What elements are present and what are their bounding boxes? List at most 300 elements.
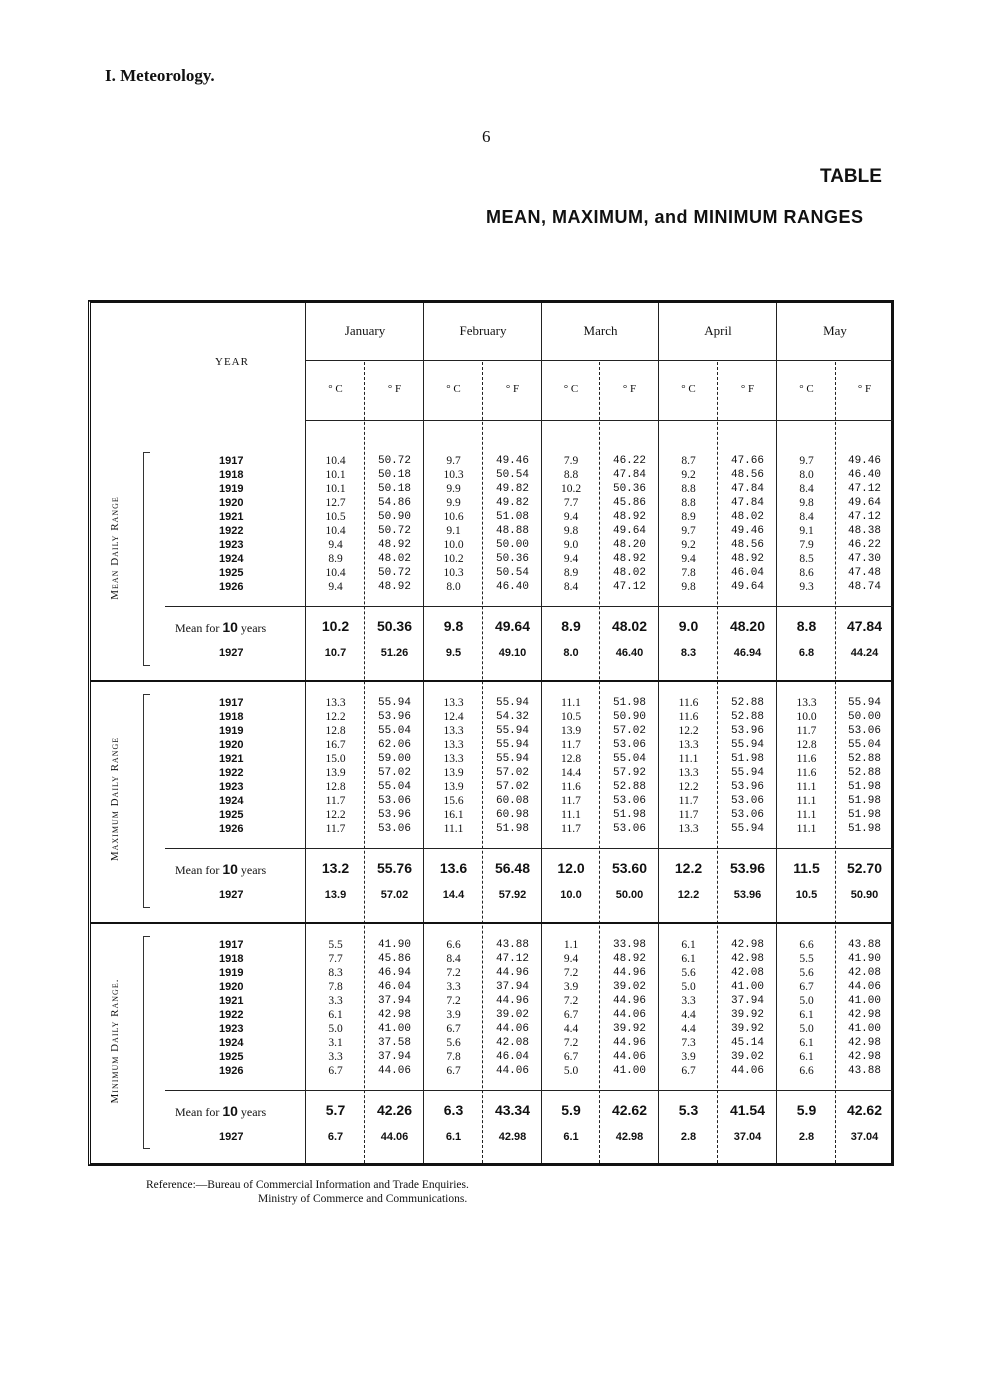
value-cell: 13.3 [443, 697, 464, 709]
value-cell: 51.98 [847, 823, 881, 835]
value-cell: 44.06 [730, 1065, 764, 1077]
value-cell: 50.72 [377, 567, 411, 579]
value-cell: 53.06 [377, 823, 411, 835]
value-cell: 8.8 [681, 497, 696, 509]
value-cell: 42.98 [730, 939, 764, 951]
value-cell: 6.7 [446, 1023, 461, 1035]
value-cell: 5.6 [799, 967, 814, 979]
section-brace [143, 694, 150, 908]
value-cell: 3.3 [328, 1051, 343, 1063]
value-cell: 6.7 [799, 981, 814, 993]
mean-rule [165, 1090, 893, 1091]
value-cell: 48.92 [377, 539, 411, 551]
value-cell: 50.18 [377, 483, 411, 495]
value-cell: 57.02 [377, 767, 411, 779]
value-cell: 13.3 [443, 725, 464, 737]
mean-value: 53.60 [611, 860, 648, 876]
value-cell: 57.02 [612, 725, 646, 737]
value-1927-cell: 13.9 [324, 889, 347, 901]
value-cell: 50.36 [495, 553, 529, 565]
value-cell: 12.2 [678, 781, 699, 793]
value-cell: 9.1 [446, 525, 461, 537]
value-cell: 5.0 [328, 1023, 343, 1035]
value-cell: 51.98 [847, 781, 881, 793]
value-cell: 44.06 [612, 1051, 646, 1063]
year-1927-cell: 1927 [219, 647, 244, 659]
value-cell: 10.4 [325, 525, 346, 537]
value-cell: 12.8 [796, 739, 817, 751]
value-cell: 57.92 [612, 767, 646, 779]
value-1927-cell: 44.24 [850, 647, 879, 659]
value-1927-cell: 6.1 [445, 1131, 462, 1143]
value-cell: 15.6 [443, 795, 464, 807]
value-cell: 47.84 [730, 483, 764, 495]
value-cell: 55.94 [730, 823, 764, 835]
value-cell: 9.2 [681, 539, 696, 551]
value-cell: 11.1 [796, 781, 817, 793]
mean-label-text: Mean for [175, 863, 223, 877]
value-cell: 6.7 [563, 1051, 579, 1063]
value-cell: 11.7 [325, 823, 346, 835]
mean-value: 42.62 [846, 1102, 883, 1118]
value-cell: 11.7 [325, 795, 346, 807]
value-cell: 3.1 [328, 1037, 343, 1049]
value-cell: 48.02 [612, 567, 646, 579]
year-cell: 1925 [219, 809, 244, 821]
value-cell: 39.92 [730, 1023, 764, 1035]
section-label: Mean Daily Range [109, 496, 121, 600]
mean-label-text: Mean for [175, 1105, 223, 1119]
value-cell: 39.92 [612, 1023, 646, 1035]
section-divider [91, 680, 893, 682]
header-bottom-rule [306, 420, 893, 421]
value-cell: 48.92 [612, 553, 646, 565]
value-cell: 9.1 [799, 525, 814, 537]
value-cell: 3.9 [681, 1051, 696, 1063]
value-cell: 5.0 [563, 1065, 579, 1077]
value-cell: 8.4 [563, 581, 579, 593]
value-cell: 9.4 [563, 553, 579, 565]
value-cell: 44.06 [495, 1065, 529, 1077]
reference-note [146, 1178, 469, 1206]
value-cell: 53.96 [377, 809, 411, 821]
value-cell: 6.1 [681, 953, 696, 965]
value-cell: 9.7 [446, 455, 461, 467]
value-cell: 7.2 [563, 1037, 579, 1049]
mean-value: 5.9 [796, 1102, 817, 1118]
value-cell: 15.0 [325, 753, 346, 765]
value-cell: 55.04 [612, 753, 646, 765]
value-cell: 8.7 [681, 455, 696, 467]
value-cell: 47.30 [847, 553, 881, 565]
mean-label-count: 10 [222, 619, 238, 635]
mean-value: 5.7 [325, 1102, 346, 1118]
value-cell: 9.8 [563, 525, 579, 537]
value-1927-cell: 6.1 [563, 1131, 579, 1143]
value-1927-cell: 9.5 [445, 647, 462, 659]
value-cell: 9.9 [446, 497, 461, 509]
value-cell: 13.9 [443, 781, 464, 793]
value-cell: 47.66 [730, 455, 764, 467]
value-cell: 45.86 [612, 497, 646, 509]
mean-label [175, 619, 266, 636]
mean-rule [165, 606, 893, 607]
value-cell: 13.3 [443, 753, 464, 765]
value-cell: 11.7 [796, 725, 817, 737]
value-cell: 13.9 [325, 767, 346, 779]
mean-value: 56.48 [494, 860, 531, 876]
value-1927-cell: 46.40 [615, 647, 644, 659]
value-cell: 48.56 [730, 539, 764, 551]
value-cell: 48.38 [847, 525, 881, 537]
value-cell: 55.94 [495, 753, 529, 765]
value-cell: 52.88 [847, 753, 881, 765]
value-cell: 11.6 [678, 711, 699, 723]
value-1927-cell: 53.96 [733, 889, 762, 901]
value-cell: 44.96 [495, 995, 529, 1007]
year-cell: 1921 [219, 753, 244, 765]
value-1927-cell: 2.8 [680, 1131, 697, 1143]
year-cell: 1918 [219, 953, 244, 965]
value-cell: 45.86 [377, 953, 411, 965]
value-cell: 55.94 [495, 739, 529, 751]
value-cell: 46.40 [495, 581, 529, 593]
value-cell: 6.7 [446, 1065, 461, 1077]
value-cell: 53.06 [730, 795, 764, 807]
year-cell: 1918 [219, 711, 244, 723]
value-1927-cell: 2.8 [798, 1131, 815, 1143]
value-cell: 3.9 [446, 1009, 461, 1021]
value-cell: 7.2 [446, 995, 461, 1007]
value-cell: 47.12 [612, 581, 646, 593]
year-cell: 1918 [219, 469, 244, 481]
value-cell: 42.98 [847, 1051, 881, 1063]
table-title: TABLE [820, 166, 882, 187]
value-cell: 42.08 [847, 967, 881, 979]
value-cell: 11.1 [678, 753, 699, 765]
mean-rule [165, 848, 893, 849]
value-cell: 47.84 [612, 469, 646, 481]
value-cell: 6.6 [446, 939, 461, 951]
value-cell: 6.6 [799, 1065, 814, 1077]
mean-value: 48.20 [729, 618, 766, 634]
value-cell: 11.6 [796, 753, 817, 765]
value-cell: 55.94 [730, 739, 764, 751]
value-cell: 53.06 [730, 809, 764, 821]
value-cell: 37.94 [377, 995, 411, 1007]
value-cell: 49.64 [847, 497, 881, 509]
mean-value: 10.2 [321, 618, 350, 634]
year-1927-cell: 1927 [219, 889, 244, 901]
value-cell: 43.88 [495, 939, 529, 951]
value-cell: 8.9 [681, 511, 696, 523]
value-cell: 51.98 [612, 809, 646, 821]
mean-value: 12.2 [674, 860, 703, 876]
value-cell: 37.94 [377, 1051, 411, 1063]
value-cell: 4.4 [681, 1009, 696, 1021]
unit-header: ° F [740, 383, 755, 395]
value-cell: 46.22 [847, 539, 881, 551]
value-cell: 43.88 [847, 1065, 881, 1077]
value-cell: 13.9 [443, 767, 464, 779]
section-brace [143, 452, 150, 666]
value-cell: 39.02 [612, 981, 646, 993]
value-cell: 5.6 [446, 1037, 461, 1049]
value-cell: 57.02 [495, 767, 529, 779]
value-1927-cell: 6.7 [327, 1131, 344, 1143]
year-cell: 1919 [219, 967, 244, 979]
value-cell: 53.06 [847, 725, 881, 737]
value-cell: 6.7 [681, 1065, 696, 1077]
value-cell: 12.8 [560, 753, 582, 765]
value-1927-cell: 42.98 [498, 1131, 527, 1143]
value-cell: 46.40 [847, 469, 881, 481]
value-cell: 13.3 [796, 697, 817, 709]
value-cell: 55.94 [495, 725, 529, 737]
value-cell: 60.98 [495, 809, 529, 821]
mean-label [175, 1103, 266, 1120]
value-cell: 12.2 [325, 711, 346, 723]
value-cell: 48.92 [612, 953, 646, 965]
unit-header: ° C [799, 383, 814, 395]
mean-value: 52.70 [846, 860, 883, 876]
value-cell: 46.22 [612, 455, 646, 467]
value-cell: 5.5 [328, 939, 343, 951]
value-cell: 50.54 [495, 469, 529, 481]
value-cell: 7.7 [563, 497, 579, 509]
value-cell: 54.32 [495, 711, 529, 723]
value-cell: 11.6 [796, 767, 817, 779]
value-1927-cell: 50.90 [850, 889, 879, 901]
value-cell: 51.98 [847, 809, 881, 821]
value-cell: 50.36 [612, 483, 646, 495]
value-1927-cell: 6.8 [798, 647, 815, 659]
section-brace [143, 936, 150, 1149]
mean-value: 43.34 [494, 1102, 531, 1118]
value-cell: 46.04 [730, 567, 764, 579]
value-cell: 4.4 [563, 1023, 579, 1035]
value-cell: 49.46 [495, 455, 529, 467]
value-cell: 53.06 [377, 795, 411, 807]
value-cell: 10.3 [443, 469, 464, 481]
mean-value: 8.9 [561, 618, 581, 634]
value-cell: 10.5 [560, 711, 582, 723]
value-cell: 11.1 [443, 823, 464, 835]
value-cell: 42.98 [730, 953, 764, 965]
value-cell: 11.1 [796, 795, 817, 807]
value-cell: 54.86 [377, 497, 411, 509]
value-cell: 6.1 [799, 1037, 814, 1049]
mean-label [175, 861, 266, 878]
value-1927-cell: 8.3 [680, 647, 697, 659]
value-cell: 62.06 [377, 739, 411, 751]
mean-value: 48.02 [611, 618, 648, 634]
value-cell: 48.92 [377, 581, 411, 593]
year-cell: 1923 [219, 539, 244, 551]
mean-value: 9.0 [678, 618, 699, 634]
value-cell: 48.20 [612, 539, 646, 551]
value-cell: 50.90 [377, 511, 411, 523]
year-cell: 1920 [219, 497, 244, 509]
year-cell: 1921 [219, 511, 244, 523]
mean-value: 13.6 [439, 860, 468, 876]
section-label: Minimum Daily Range. [109, 978, 121, 1103]
value-cell: 50.90 [612, 711, 646, 723]
value-1927-cell: 57.92 [498, 889, 527, 901]
value-cell: 42.08 [730, 967, 764, 979]
year-cell: 1925 [219, 1051, 244, 1063]
mean-value: 49.64 [494, 618, 531, 634]
value-cell: 10.2 [560, 483, 582, 495]
value-cell: 9.8 [799, 497, 814, 509]
value-cell: 3.9 [563, 981, 579, 993]
value-cell: 45.14 [730, 1037, 764, 1049]
section-label: Maximum Daily Range [109, 736, 121, 862]
value-cell: 9.4 [563, 511, 579, 523]
mean-label-suffix: years [237, 621, 267, 635]
value-cell: 11.1 [561, 697, 581, 709]
value-cell: 48.92 [612, 511, 646, 523]
mean-label-count: 10 [222, 1103, 238, 1119]
value-cell: 10.4 [325, 455, 346, 467]
value-cell: 8.6 [799, 567, 814, 579]
value-cell: 12.2 [325, 809, 346, 821]
value-1927-cell: 57.02 [380, 889, 409, 901]
value-cell: 41.90 [847, 953, 881, 965]
value-cell: 3.3 [681, 995, 696, 1007]
value-cell: 10.1 [325, 469, 346, 481]
year-cell: 1922 [219, 767, 244, 779]
value-cell: 11.6 [678, 697, 699, 709]
month-underline [306, 360, 893, 361]
year-cell: 1924 [219, 1037, 244, 1049]
value-1927-cell: 37.04 [850, 1131, 879, 1143]
value-cell: 49.64 [730, 581, 764, 593]
mean-value: 12.0 [557, 860, 585, 876]
value-cell: 42.98 [377, 1009, 411, 1021]
value-cell: 12.8 [325, 725, 346, 737]
value-cell: 11.1 [796, 823, 817, 835]
mean-value: 53.96 [729, 860, 766, 876]
value-cell: 49.64 [612, 525, 646, 537]
value-cell: 37.58 [377, 1037, 411, 1049]
value-cell: 41.00 [612, 1065, 646, 1077]
value-1927-cell: 10.5 [795, 889, 818, 901]
year-cell: 1917 [219, 697, 244, 709]
value-cell: 5.0 [799, 1023, 814, 1035]
reference-line-1: Reference:—Bureau of Commercial Information and Trade Enquiries. [146, 1179, 469, 1191]
section-header: I. Meteorology. [105, 66, 215, 85]
year-cell: 1919 [219, 483, 244, 495]
mean-label-text: Mean for [175, 621, 223, 635]
value-cell: 7.2 [563, 995, 579, 1007]
value-cell: 47.12 [847, 511, 881, 523]
mean-label-count: 10 [222, 861, 238, 877]
value-cell: 7.2 [446, 967, 461, 979]
value-cell: 7.8 [328, 981, 343, 993]
value-cell: 13.3 [443, 739, 464, 751]
value-cell: 11.7 [561, 795, 581, 807]
value-1927-cell: 46.94 [733, 647, 762, 659]
value-cell: 5.0 [799, 995, 814, 1007]
value-cell: 48.02 [730, 511, 764, 523]
value-cell: 33.98 [612, 939, 646, 951]
unit-header: ° F [622, 383, 637, 395]
value-cell: 50.54 [495, 567, 529, 579]
value-cell: 7.2 [563, 967, 579, 979]
value-cell: 50.00 [847, 711, 881, 723]
value-cell: 42.08 [495, 1037, 529, 1049]
month-header: January [344, 323, 386, 338]
unit-header: ° C [681, 383, 696, 395]
value-cell: 43.88 [847, 939, 881, 951]
month-header: May [823, 323, 847, 338]
value-cell: 10.4 [325, 567, 346, 579]
value-cell: 8.4 [446, 953, 461, 965]
value-cell: 9.4 [681, 553, 696, 565]
value-cell: 44.06 [847, 981, 881, 993]
value-cell: 7.9 [563, 455, 579, 467]
value-cell: 6.7 [563, 1009, 579, 1021]
year-cell: 1926 [219, 581, 244, 593]
value-cell: 8.9 [328, 553, 343, 565]
value-cell: 57.02 [495, 781, 529, 793]
month-header: February [459, 323, 507, 338]
value-1927-cell: 8.0 [563, 647, 579, 659]
value-cell: 46.04 [495, 1051, 529, 1063]
value-cell: 41.00 [730, 981, 764, 993]
value-cell: 10.0 [443, 539, 464, 551]
value-cell: 55.04 [377, 725, 411, 737]
value-cell: 1.1 [563, 939, 579, 951]
unit-header: ° C [328, 383, 343, 395]
year-cell: 1920 [219, 981, 244, 993]
value-cell: 44.96 [495, 967, 529, 979]
value-cell: 53.96 [730, 781, 764, 793]
value-cell: 9.7 [681, 525, 696, 537]
value-cell: 44.06 [495, 1023, 529, 1035]
value-cell: 5.6 [681, 967, 696, 979]
value-cell: 39.02 [730, 1051, 764, 1063]
value-cell: 9.4 [563, 953, 579, 965]
value-cell: 49.82 [495, 497, 529, 509]
value-cell: 8.4 [799, 511, 814, 523]
value-cell: 47.84 [730, 497, 764, 509]
value-cell: 13.3 [678, 823, 699, 835]
value-cell: 42.98 [847, 1037, 881, 1049]
year-cell: 1921 [219, 995, 244, 1007]
value-cell: 51.98 [612, 697, 646, 709]
value-cell: 44.96 [612, 1037, 646, 1049]
value-cell: 10.3 [443, 567, 464, 579]
value-1927-cell: 50.00 [615, 889, 644, 901]
value-cell: 8.8 [681, 483, 696, 495]
value-cell: 37.94 [730, 995, 764, 1007]
value-cell: 8.3 [328, 967, 343, 979]
value-cell: 50.00 [495, 539, 529, 551]
value-cell: 10.5 [325, 511, 346, 523]
value-cell: 41.00 [377, 1023, 411, 1035]
year-cell: 1917 [219, 939, 244, 951]
value-cell: 49.46 [847, 455, 881, 467]
value-cell: 10.1 [325, 483, 346, 495]
value-cell: 7.8 [446, 1051, 461, 1063]
value-cell: 11.1 [561, 809, 581, 821]
value-cell: 11.7 [678, 809, 699, 821]
value-cell: 9.2 [681, 469, 696, 481]
value-cell: 41.00 [847, 995, 881, 1007]
value-cell: 13.9 [560, 725, 582, 737]
